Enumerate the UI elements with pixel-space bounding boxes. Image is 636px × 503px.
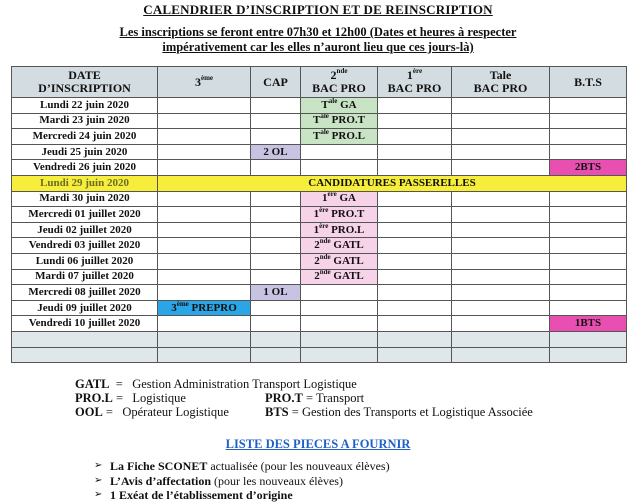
cell-tale-prot: $T^{ale}$ PRO.T	[301, 113, 378, 129]
list-item: ➢ La Fiche SCONET actualisée (pour les nouveaux élèves)	[94, 459, 390, 473]
registration-calendar-table	[11, 66, 627, 363]
cell-seconde-gatl: 2nde GATL	[301, 269, 378, 285]
cell-seconde-gatl: 2nde GATL	[301, 253, 378, 269]
cell-candidatures-passerelles: CANDIDATURES PASSERELLES	[158, 175, 627, 191]
table-row	[12, 160, 627, 176]
table-row	[12, 222, 627, 238]
table-row	[12, 269, 627, 285]
cell-tale-prol: $T^{ale}$ PRO.L	[301, 129, 378, 145]
table-row	[12, 191, 627, 207]
table-header-row	[12, 67, 627, 98]
row-date: Jeudi 02 juillet 2020	[12, 222, 158, 238]
header-bts: B.T.S	[550, 67, 627, 98]
row-date: Mercredi 24 juin 2020	[12, 129, 158, 145]
cell-premiere-prot: 1ère PRO.T	[301, 207, 378, 223]
table-row	[12, 129, 627, 145]
table-row-empty	[12, 347, 627, 363]
row-date: Mardi 30 juin 2020	[12, 191, 158, 207]
cell-premiere-ga: 1ère GA	[301, 191, 378, 207]
list-item: ➢ 1 Exéat de l’établissement d’origine	[94, 488, 293, 502]
table-row	[12, 300, 627, 316]
header-seconde: 2nde BAC PRO	[301, 67, 378, 98]
subtitle-line-2: impérativement car les elles n’auront lieu que ces jours-là)	[162, 40, 474, 54]
cell-cap-2ol: 2 OL	[251, 144, 301, 160]
row-date: Lundi 22 juin 2020	[12, 98, 158, 114]
row-date: Mercredi 08 juillet 2020	[12, 285, 158, 301]
table-row	[12, 113, 627, 129]
row-date: Jeudi 09 juillet 2020	[12, 300, 158, 316]
table-row-passerelles	[12, 175, 627, 191]
header-cap: CAP	[251, 67, 301, 98]
cell-premiere-prol: 1ère PRO.L	[301, 222, 378, 238]
row-date: Vendredi 10 juillet 2020	[12, 316, 158, 332]
table-row	[12, 144, 627, 160]
header-troisieme: 3ème	[158, 67, 251, 98]
subtitle	[60, 25, 576, 55]
row-date: Lundi 06 juillet 2020	[12, 253, 158, 269]
row-date: Vendredi 26 juin 2020	[12, 160, 158, 176]
pieces-list-title: LISTE DES PIECES A FOURNIR	[225, 437, 411, 451]
table-row	[12, 207, 627, 223]
table-row	[12, 316, 627, 332]
arrow-bullet-icon: ➢	[94, 474, 103, 486]
cell-cap-1ol: 1 OL	[251, 285, 301, 301]
table-row	[12, 253, 627, 269]
header-tale: Tale BAC PRO	[452, 67, 550, 98]
list-item: ➢ L’Avis d’affectation (pour les nouveaux élèves)	[94, 473, 343, 488]
cell-bts-2: 2BTS	[550, 160, 627, 176]
cell-troisieme-prepro: 3ème PREPRO	[158, 300, 251, 316]
row-date: Mardi 23 juin 2020	[12, 113, 158, 129]
header-date: DATE D’INSCRIPTION	[12, 67, 158, 98]
arrow-bullet-icon: ➢	[94, 489, 103, 500]
table-row	[12, 285, 627, 301]
row-date: Lundi 29 juin 2020	[12, 175, 158, 191]
arrow-bullet-icon: ➢	[94, 460, 103, 471]
table-row	[12, 98, 627, 114]
table-row	[12, 238, 627, 254]
cell-bts-1: 1BTS	[550, 316, 627, 332]
row-date: Mardi 07 juillet 2020	[12, 269, 158, 285]
cell-tale-ga: $T^{ale}$ GA	[301, 98, 378, 114]
page-title: CALENDRIER D’INSCRIPTION ET DE REINSCRIPTION	[143, 2, 493, 17]
row-date: Jeudi 25 juin 2020	[12, 144, 158, 160]
header-premiere: 1ère BAC PRO	[378, 67, 452, 98]
table-row-empty	[12, 331, 627, 347]
subtitle-line-1: Les inscriptions se feront entre 07h30 et 12h00 (Dates et heures à respecter	[119, 25, 517, 39]
cell-seconde-gatl: 2nde GATL	[301, 238, 378, 254]
row-date: Vendredi 03 juillet 2020	[12, 238, 158, 254]
pieces-list	[94, 459, 390, 503]
row-date: Mercredi 01 juillet 2020	[12, 207, 158, 223]
